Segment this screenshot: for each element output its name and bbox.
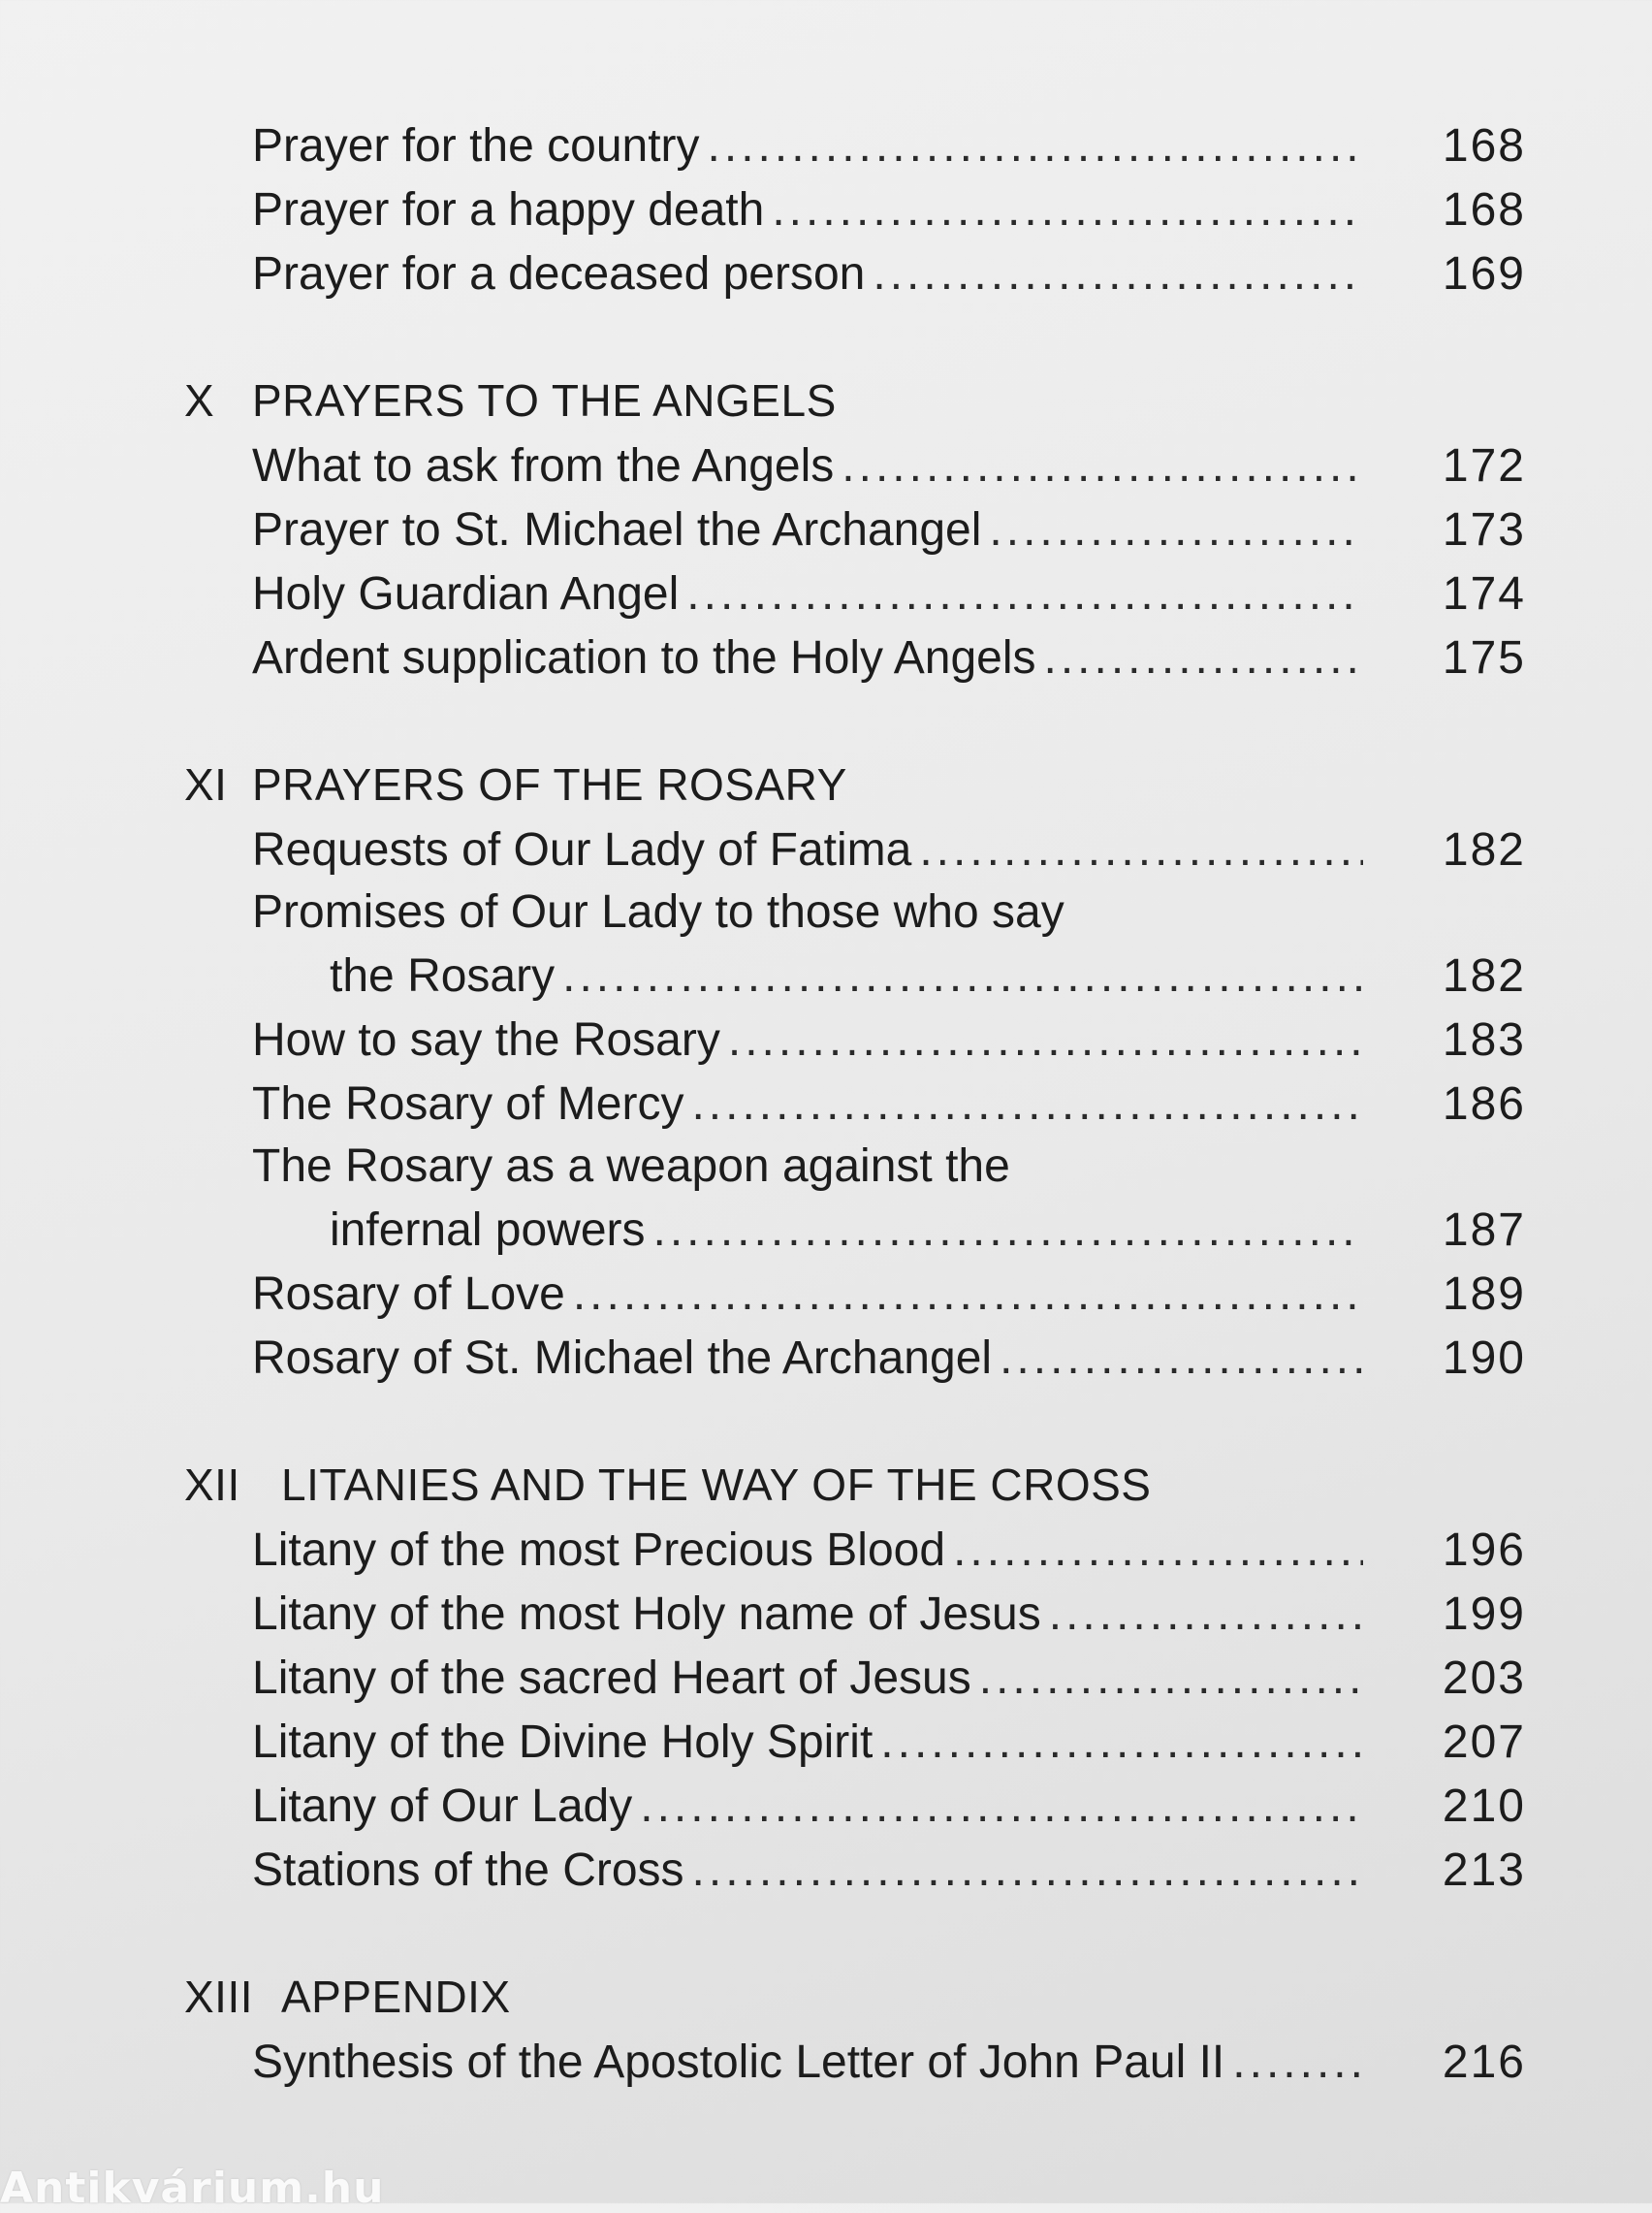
toc-entry [184, 434, 1541, 498]
section-title: LITANIES AND THE WAY OF THE CROSS [281, 1459, 1152, 1510]
section-numeral: XI [184, 759, 228, 810]
section-heading [184, 751, 1541, 818]
entry-title: Prayer for the country [252, 120, 700, 172]
entry-title: Requests of Our Lady of Fatima [252, 824, 912, 876]
toc-entry [184, 562, 1541, 626]
toc-entry [184, 818, 1541, 882]
page-number: 175 [1442, 632, 1526, 684]
page-number: 196 [1442, 1524, 1526, 1576]
entry-title: Prayer for a happy death [252, 184, 765, 236]
entry-title: Promises of Our Lady to those who say [252, 886, 1064, 938]
page-number: 172 [1442, 440, 1526, 492]
dot-leader [1000, 1327, 1363, 1391]
toc-entry [184, 1647, 1541, 1711]
page-number: 203 [1442, 1652, 1526, 1704]
dot-leader [708, 114, 1363, 178]
section-title: PRAYERS OF THE ROSARY [252, 759, 847, 810]
dot-leader [919, 818, 1363, 882]
dot-leader [653, 1199, 1364, 1263]
entry-title: Litany of the most Holy name of Jesus [252, 1588, 1041, 1640]
section-numeral: X [184, 375, 215, 426]
entry-title: Rosary of Love [252, 1268, 565, 1320]
dot-leader [772, 178, 1363, 242]
page-number: 182 [1442, 824, 1526, 876]
table-of-contents [184, 114, 1541, 2095]
section-numeral: XII [184, 1459, 240, 1510]
dot-leader [1044, 626, 1364, 690]
dot-leader [1232, 2031, 1363, 2095]
toc-entry [184, 1263, 1541, 1327]
toc-entry [184, 626, 1541, 690]
section-numeral: XIII [184, 1972, 254, 2022]
watermark: Antikvárium.hu [0, 2164, 385, 2213]
toc-entry [184, 1583, 1541, 1647]
page-number: 189 [1442, 1268, 1526, 1320]
dot-leader [989, 498, 1363, 562]
entry-title: Prayer for a deceased person [252, 248, 866, 300]
entry-title-continuation: infernal powers [330, 1204, 646, 1256]
entry-title-continuation: the Rosary [330, 950, 556, 1002]
entry-title: Rosary of St. Michael the Archangel [252, 1332, 993, 1384]
section-heading [184, 1963, 1541, 2031]
toc-entry [184, 1073, 1541, 1137]
toc-entry [184, 1775, 1541, 1839]
toc-entry-continuation [184, 945, 1541, 1009]
dot-leader [728, 1009, 1363, 1073]
page-number: 186 [1442, 1078, 1526, 1130]
page-number: 207 [1442, 1716, 1526, 1768]
page-number: 168 [1442, 120, 1526, 172]
toc-entry [184, 1711, 1541, 1775]
toc-entry [184, 1839, 1541, 1903]
entry-title: Litany of Our Lady [252, 1780, 633, 1832]
page-number: 169 [1442, 248, 1526, 300]
section-title: APPENDIX [281, 1972, 511, 2022]
page-number: 190 [1442, 1332, 1526, 1384]
page-number: 182 [1442, 950, 1526, 1002]
entry-title: Litany of the most Precious Blood [252, 1524, 946, 1576]
toc-entry [184, 1519, 1541, 1583]
page-number: 183 [1442, 1014, 1526, 1066]
dot-leader [979, 1647, 1363, 1711]
toc-entry [184, 1137, 1541, 1199]
page-number: 210 [1442, 1780, 1526, 1832]
dot-leader [842, 434, 1363, 498]
toc-entry-continuation [184, 1199, 1541, 1263]
toc-entry [184, 882, 1541, 945]
page-number: 213 [1442, 1844, 1526, 1896]
toc-entry [184, 1009, 1541, 1073]
entry-title: Litany of the sacred Heart of Jesus [252, 1652, 971, 1704]
toc-entry [184, 1327, 1541, 1391]
entry-title: Prayer to St. Michael the Archangel [252, 504, 982, 556]
entry-title: Ardent supplication to the Holy Angels [252, 632, 1036, 684]
section-heading [184, 1451, 1541, 1519]
toc-entry [184, 2031, 1541, 2095]
dot-leader [873, 242, 1363, 306]
entry-title: The Rosary of Mercy [252, 1078, 684, 1130]
page-number: 216 [1442, 2037, 1526, 2088]
toc-entry [184, 178, 1541, 242]
entry-title: What to ask from the Angels [252, 440, 835, 492]
page-number: 199 [1442, 1588, 1526, 1640]
dot-leader [573, 1263, 1363, 1327]
page-number: 168 [1442, 184, 1526, 236]
entry-title: The Rosary as a weapon against the [252, 1140, 1010, 1192]
dot-leader [691, 1073, 1363, 1137]
dot-leader [562, 945, 1363, 1009]
entry-title: Holy Guardian Angel [252, 568, 680, 620]
page-number: 173 [1442, 504, 1526, 556]
dot-leader [1049, 1583, 1363, 1647]
page-number: 174 [1442, 568, 1526, 620]
section-heading [184, 367, 1541, 434]
toc-entry [184, 242, 1541, 306]
dot-leader [880, 1711, 1363, 1775]
entry-title: How to say the Rosary [252, 1014, 720, 1066]
page-number: 187 [1442, 1204, 1526, 1256]
toc-entry [184, 498, 1541, 562]
dot-leader [953, 1519, 1363, 1583]
entry-title: Litany of the Divine Holy Spirit [252, 1716, 874, 1768]
section-title: PRAYERS TO THE ANGELS [252, 375, 837, 426]
dot-leader [692, 1839, 1363, 1903]
entry-title: Synthesis of the Apostolic Letter of John Paul II [252, 2037, 1225, 2088]
dot-leader [686, 562, 1363, 626]
toc-entry [184, 114, 1541, 178]
entry-title: Stations of the Cross [252, 1844, 684, 1896]
dot-leader [640, 1775, 1363, 1839]
